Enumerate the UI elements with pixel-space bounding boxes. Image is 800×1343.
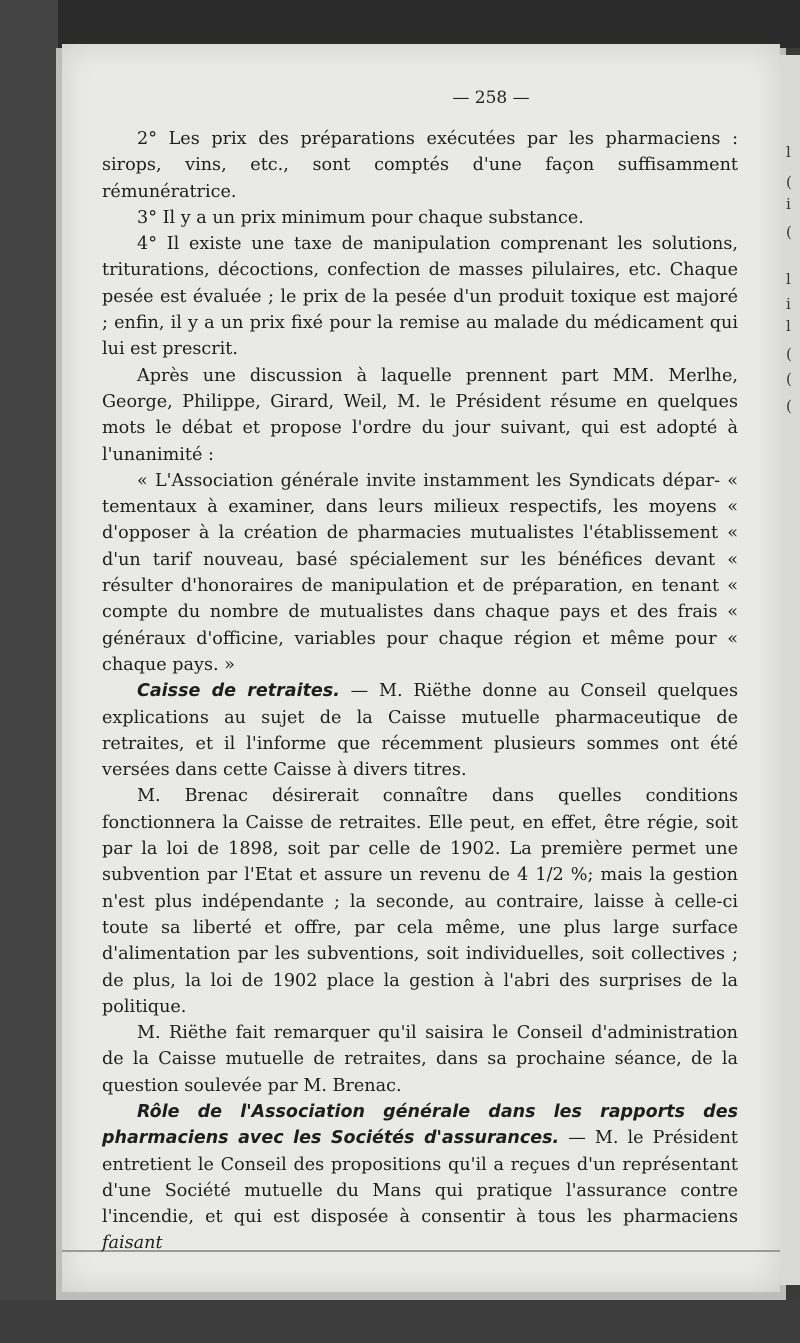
scan-background-left	[0, 0, 58, 1343]
next-page-fragment: (	[786, 397, 792, 415]
next-page-fragment: l	[786, 270, 791, 288]
paragraph-role	[102, 1099, 738, 1257]
section-heading-role: Rôle de l'Association générale dans les rapports des pharmaciens avec les Sociétés d'assurances.	[102, 1101, 738, 1149]
next-page-fragment: (	[786, 173, 792, 191]
section-heading-caisse: Caisse de retraites.	[137, 681, 340, 702]
body-text	[102, 126, 738, 1257]
scan-background-bottom	[0, 1300, 800, 1343]
next-page-fragment: l	[786, 317, 791, 335]
paragraph-caisse	[102, 678, 738, 783]
paragraph-item-3: 3° Il y a un prix minimum pour chaque substance.	[137, 207, 584, 228]
paragraph-item-4: 4° Il existe une taxe de manipulation comprenant les solutions, triturations, décoctions, confection de masses pilulaires, etc. Chaque pesée est évaluée ; le prix de la pesée d'un produit toxique est majoré ; enfin, il y a un prix fixé pour la remise au malade du médicament qui lui est prescrit.	[102, 234, 738, 360]
paragraph-riethe: M. Riëthe fait remarquer qu'il saisira le Conseil d'administration de la Caisse mutuelle de retraites, dans sa prochaine séance, de la question soulevée par M. Brenac.	[102, 1023, 738, 1096]
paragraph-caisse-text: — M. Riëthe donne au Conseil quelques explications au sujet de la Caisse mutuelle pharmaceutique de retraites, et il l'informe que récemment plusieurs sommes ont été versées dans cette Caisse à divers titres.	[102, 681, 738, 781]
paragraph-brenac: M. Brenac désirerait connaître dans quelles conditions fonctionnera la Caisse de retraites. Elle peut, en effet, être régie, soit par la loi de 1898, soit par celle de 1902. La première permet une subvention par l'Etat et assure un revenu de 4 1/2 %; mais la gestion n'est plus indépendante ; la seconde, au contraire, laisse à celle-ci toute sa liberté et offre, par cela même, une plus large surface d'alimentation par les subventions, soit individuelles, soit collectives ; de plus, la loi de 1902 place la gestion à l'abri des surprises de la politique.	[102, 786, 738, 1017]
page-number: — 258 —	[452, 88, 530, 108]
paragraph-role-end: faisant	[102, 1233, 163, 1254]
next-page-fragment: i	[786, 295, 791, 313]
paragraph-discussion: Après une discussion à laquelle prennent part MM. Merlhe, George, Philippe, Girard, Weil, M. le Président résume en quelques mots le débat et propose l'ordre du jour suivant, qui est adopté à l'unanimité :	[102, 365, 738, 465]
next-page-fragment: (	[786, 223, 792, 241]
resolution-quote: « L'Association générale invite instamment les Syndicats dépar- « tementaux à examiner, dans leurs milieux respectifs, les moyens « d'opposer à la création de pharmacies mutualistes l'établissement « d'un tarif nouveau, basé spécialement sur les bénéfices devant « résulter d'honoraires de manipulation et de préparation, en tenant « compte du nombre de mutualistes dans chaque pays et des frais « généraux d'officine, variables pour chaque région et même pour « chaque pays. »	[102, 470, 738, 675]
next-page-edge	[780, 55, 800, 1285]
next-page-fragment: (	[786, 345, 792, 363]
paragraph-item-2: 2° Les prix des préparations exécutées par les pharmaciens : sirops, vins, etc., sont comptés d'une façon suffisamment rémunératrice.	[102, 129, 738, 202]
next-page-fragment: l	[786, 143, 791, 161]
paragraph-role-text: — M. le Président entretient le Conseil des propositions qu'il a reçues d'un représentant d'une Société mutuelle du Mans qui pratique l'assurance contre l'incendie, et qui est disposée à consentir à tous les pharmaciens	[102, 1128, 738, 1228]
next-page-fragment: (	[786, 370, 792, 388]
next-page-fragment: i	[786, 195, 791, 213]
scan-background-top	[0, 0, 800, 48]
